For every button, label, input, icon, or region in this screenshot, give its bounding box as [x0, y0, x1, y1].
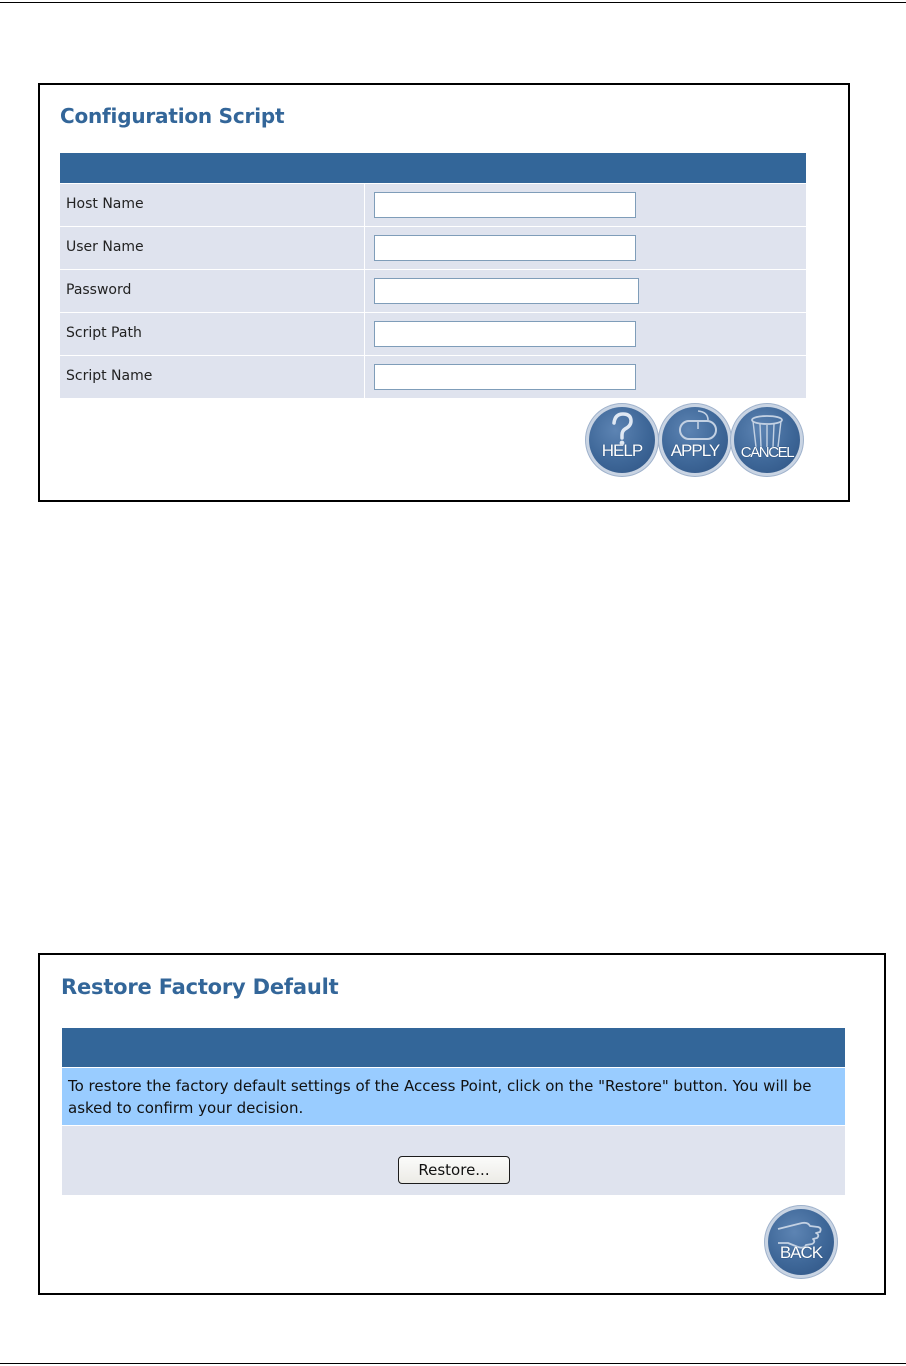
panel-title: Configuration Script	[60, 104, 285, 128]
host-name-label: Host Name	[66, 196, 144, 212]
trash-can-icon	[734, 407, 800, 473]
info-row	[62, 1068, 845, 1125]
table-header-bar	[60, 153, 806, 183]
script-path-input[interactable]	[374, 321, 636, 347]
table-header-bar	[62, 1028, 845, 1067]
pointing-hand-icon	[768, 1209, 834, 1275]
top-rule	[0, 2, 906, 3]
user-name-row	[60, 227, 806, 269]
action-row	[62, 1126, 845, 1195]
script-name-input[interactable]	[374, 364, 636, 390]
help-button[interactable]	[589, 407, 655, 473]
password-label: Password	[66, 282, 132, 298]
back-button[interactable]	[768, 1209, 834, 1275]
back-label: BACK	[779, 1243, 823, 1262]
mouse-icon	[662, 407, 728, 473]
host-name-input[interactable]	[374, 192, 636, 218]
cancel-label: CANCEL	[740, 444, 794, 461]
host-name-row	[60, 184, 806, 226]
user-name-label: User Name	[66, 239, 144, 255]
restore-button[interactable]: Restore...	[398, 1156, 510, 1184]
password-input[interactable]	[374, 278, 639, 304]
password-row	[60, 270, 806, 312]
bottom-rule	[0, 1363, 906, 1364]
help-label: HELP	[601, 441, 643, 460]
panel-title: Restore Factory Default	[61, 975, 339, 999]
script-name-row	[60, 356, 806, 398]
question-mark-icon	[589, 407, 655, 473]
script-path-label: Script Path	[66, 325, 142, 341]
script-name-label: Script Name	[66, 368, 153, 384]
apply-label: APPLY	[670, 441, 720, 460]
cancel-button[interactable]	[734, 407, 800, 473]
script-path-row	[60, 313, 806, 355]
user-name-input[interactable]	[374, 235, 636, 261]
info-text: To restore the factory default settings of the Access Point, click on the "Restore" button. You will be asked to confirm your decision.	[68, 1077, 812, 1117]
apply-button[interactable]	[662, 407, 728, 473]
